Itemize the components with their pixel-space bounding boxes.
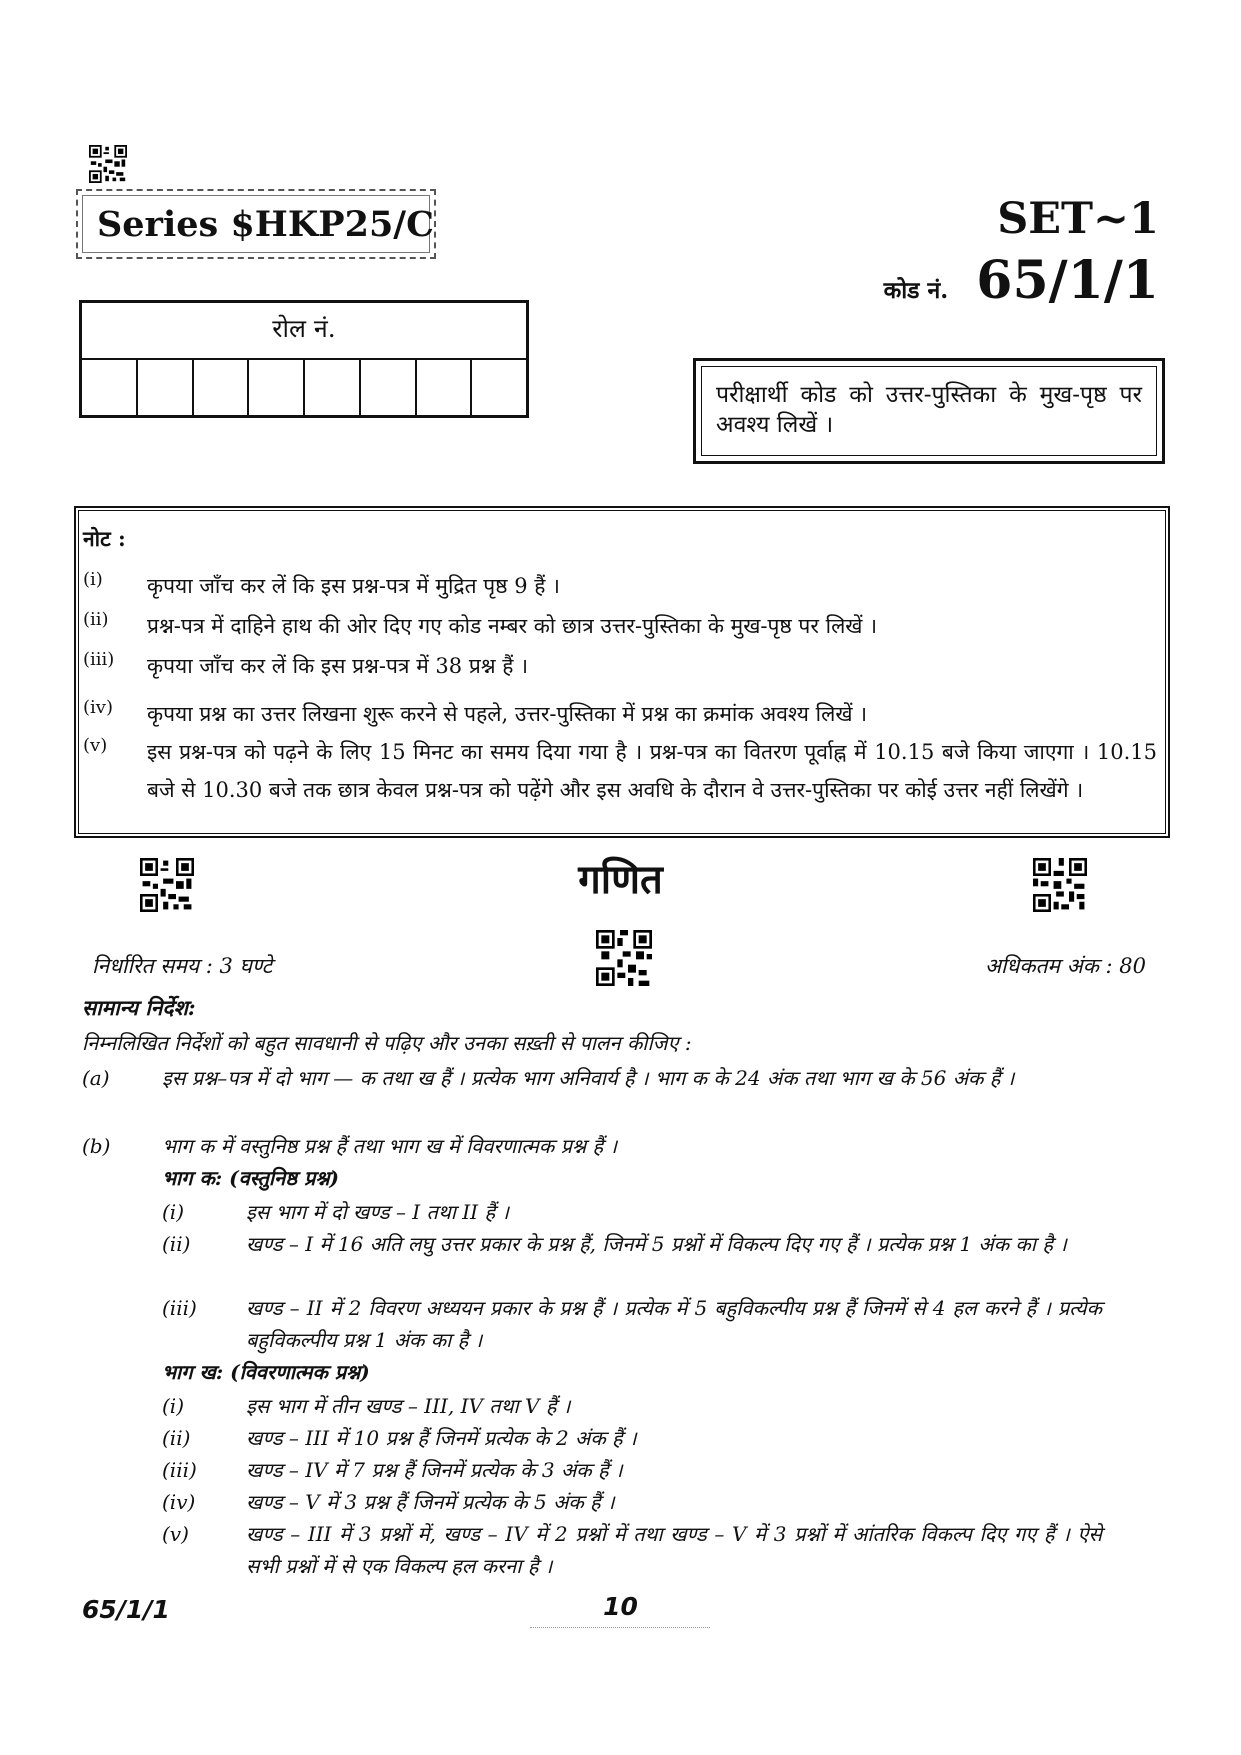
part-b-item [162, 1454, 1102, 1486]
instruction-b [82, 1130, 1168, 1162]
note-item-number: (i) [83, 569, 103, 590]
roll-number-cell [82, 360, 138, 415]
part-b-title: भाग ख: (विवरणात्मक प्रश्न) [162, 1360, 370, 1384]
part-a-item [162, 1292, 1102, 1356]
note-item [83, 567, 1157, 605]
code-label: कोड नं. [883, 277, 949, 304]
instruction-label: (b) [82, 1134, 111, 1158]
part-b-item-number: (iii) [162, 1458, 197, 1482]
part-a-item [162, 1228, 1102, 1260]
part-a-item-text: इस भाग में दो खण्ड – I तथा II हैं । [246, 1200, 509, 1224]
note-box [74, 506, 1170, 838]
note-item-text: कृपया जाँच कर लें कि इस प्रश्न-पत्र में मुद्रित पृष्ठ 9 हैं । [147, 574, 561, 598]
part-b-item-number: (v) [162, 1522, 189, 1546]
set-label: SET~1 [997, 194, 1159, 244]
instruction-a [82, 1062, 1168, 1094]
note-item [83, 647, 1157, 685]
part-a-item-number: (i) [162, 1200, 185, 1224]
part-b-item-text: खण्ड – III में 3 प्रश्नों में, खण्ड – IV में 2 प्रश्नों में तथा खण्ड – V में 3 प्रश्नों में आंतरिक विकल्प दिए गए हैं । ऐसे सभी प्रश्नों में से एक विकल्प हल करना है । [246, 1522, 1103, 1578]
note-item [83, 695, 1157, 733]
series-box [76, 189, 436, 259]
note-item [83, 733, 1157, 809]
part-b-item-number: (i) [162, 1394, 185, 1418]
instruction-label: (a) [82, 1066, 110, 1090]
note-item-text: प्रश्न-पत्र में दाहिने हाथ की ओर दिए गए कोड नम्बर को छात्र उत्तर-पुस्तिका के मुख-पृष्ठ पर लिखें । [147, 614, 878, 638]
part-b-item-text: खण्ड – V में 3 प्रश्न हैं जिनमें प्रत्येक के 5 अंक हैं । [246, 1490, 615, 1514]
footer-divider [530, 1627, 710, 1628]
general-instructions-title: सामान्य निर्देश: [82, 995, 196, 1020]
note-item-number: (iii) [83, 649, 115, 670]
page-number: 10 [603, 1592, 638, 1621]
part-b-item [162, 1486, 1102, 1518]
note-item-text: कृपया प्रश्न का उत्तर लिखना शुरू करने से पहले, उत्तर-पुस्तिका में प्रश्न का क्रमांक अवश्य लिखें । [147, 702, 868, 726]
part-b-item-text: इस भाग में तीन खण्ड – III, IV तथा V हैं । [246, 1394, 571, 1418]
part-b-item [162, 1518, 1102, 1582]
subject-title: गणित [578, 856, 663, 903]
note-item-number: (v) [83, 735, 108, 756]
note-title: नोट : [83, 526, 126, 551]
code-value: 65/1/1 [976, 250, 1159, 311]
roll-number-cell [472, 360, 526, 415]
roll-number-cells [82, 358, 526, 415]
roll-number-label: रोल नं. [272, 314, 336, 343]
roll-number-cell [361, 360, 417, 415]
roll-number-cell [138, 360, 194, 415]
roll-number-cell [249, 360, 305, 415]
roll-number-cell [417, 360, 473, 415]
instruction-text: भाग क में वस्तुनिष्ठ प्रश्न हैं तथा भाग ख में विवरणात्मक प्रश्न हैं । [162, 1134, 618, 1158]
maximum-marks: अधिकतम अंक : 80 [984, 954, 1146, 978]
note-item-number: (ii) [83, 609, 109, 630]
note-item-text: इस प्रश्न-पत्र को पढ़ने के लिए 15 मिनट का समय दिया गया है । प्रश्न-पत्र का वितरण पूर्वाह्न में 10.15 बजे किया जाएगा । 10.15 बजे से 10.30 बजे तक छात्र केवल प्रश्न-पत्र को पढ़ेंगे और इस अवधि के दौरान वे उत्तर-पुस्तिका पर कोई उत्तर नहीं लिखेंगे । [147, 740, 1157, 802]
footer-code: 65/1/1 [82, 1595, 170, 1624]
note-item-number: (iv) [83, 697, 113, 718]
candidate-code-instruction: परीक्षार्थी कोड को उत्तर-पुस्तिका के मुख-पृष्ठ पर अवश्य लिखें । [701, 366, 1157, 456]
part-b-item-text: खण्ड – III में 10 प्रश्न हैं जिनमें प्रत्येक के 2 अंक हैं । [246, 1426, 637, 1450]
general-instructions-intro: निम्नलिखित निर्देशों को बहुत सावधानी से पढ़िए और उनका सख़्ती से पालन कीजिए : [82, 1031, 692, 1055]
note-item [83, 607, 1157, 645]
code-number [884, 250, 1159, 311]
part-a-item-text: खण्ड – II में 2 विवरण अध्ययन प्रकार के प्रश्न हैं । प्रत्येक में 5 बहुविकल्पीय प्रश्न हैं जिनमें से 4 हल करने हैं । प्रत्येक बहुविकल्पीय प्रश्न 1 अंक का है । [246, 1296, 1102, 1352]
part-b-item [162, 1390, 1102, 1422]
part-a-item [162, 1196, 1102, 1228]
roll-number-cell [305, 360, 361, 415]
part-b-item [162, 1422, 1102, 1454]
part-a-item-text: खण्ड – I में 16 अति लघु उत्तर प्रकार के प्रश्न हैं, जिनमें 5 प्रश्नों में विकल्प दिए गए हैं । प्रत्येक प्रश्न 1 अंक का है । [246, 1232, 1067, 1256]
qr-code-icon [88, 145, 128, 183]
part-b-item-number: (iv) [162, 1490, 196, 1514]
part-a-title: भाग क: (वस्तुनिष्ठ प्रश्न) [162, 1166, 339, 1190]
candidate-code-instruction-box [693, 358, 1165, 464]
part-a-item-number: (ii) [162, 1232, 191, 1256]
series-label: Series $HKP25/C [82, 195, 430, 253]
note-item-text: कृपया जाँच कर लें कि इस प्रश्न-पत्र में 38 प्रश्न हैं । [147, 654, 529, 678]
roll-number-cell [194, 360, 250, 415]
time-allowed: निर्धारित समय : 3 घण्टे [92, 954, 273, 978]
instruction-text: इस प्रश्न–पत्र में दो भाग — क तथा ख हैं । प्रत्येक भाग अनिवार्य है । भाग क के 24 अंक तथा भाग ख के 56 अंक हैं । [162, 1066, 1015, 1090]
roll-number-box [79, 300, 529, 418]
part-b-item-text: खण्ड – IV में 7 प्रश्न हैं जिनमें प्रत्येक के 3 अंक हैं । [246, 1458, 623, 1482]
qr-code-icon [596, 930, 652, 986]
part-b-item-number: (ii) [162, 1426, 191, 1450]
part-a-item-number: (iii) [162, 1296, 197, 1320]
